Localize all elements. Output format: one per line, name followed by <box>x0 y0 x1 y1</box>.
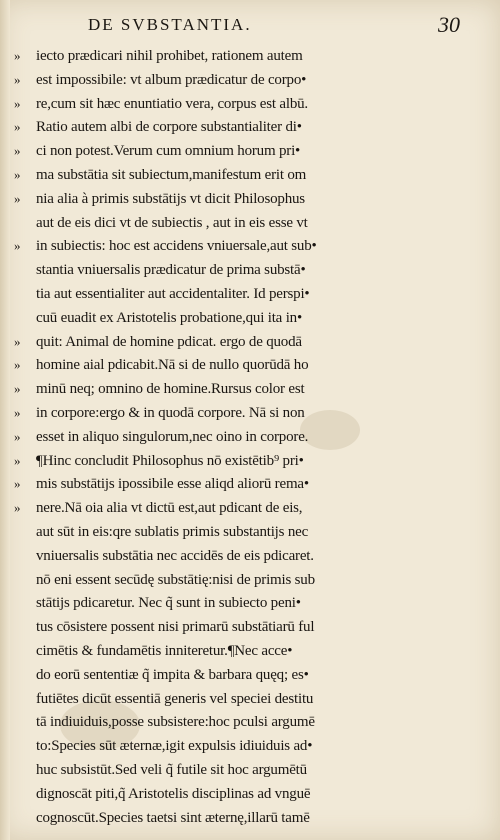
line-text: vniuersalis substātia nec accidēs de eis pdicaret. <box>36 547 314 564</box>
quotation-marker: » <box>14 119 21 135</box>
text-line <box>14 381 466 405</box>
quotation-marker: » <box>14 333 21 349</box>
text-block <box>14 48 466 833</box>
text-line <box>14 572 466 596</box>
text-line <box>14 286 466 310</box>
text-line <box>14 595 466 619</box>
quotation-marker: » <box>14 428 21 444</box>
text-line <box>14 786 466 810</box>
line-text: minū neq; omnino de homine.Rursus color est <box>36 381 305 398</box>
line-text: Ratio autem albi de corpore substantialiter di• <box>36 119 302 136</box>
quotation-marker: » <box>14 238 21 254</box>
line-text: nia alia à primis substātijs vt dicit Philosophus <box>36 190 305 207</box>
line-text: mis substātijs ipossibile esse aliqd aliorū rema• <box>36 476 309 493</box>
text-line <box>14 357 466 381</box>
line-text: cimētis & fundamētis inniteretur.¶Nec acce• <box>36 642 293 659</box>
line-text: tus cōsistere possent nisi primarū substātiarū ful <box>36 619 315 636</box>
text-line <box>14 310 466 334</box>
quotation-marker: » <box>14 48 21 63</box>
text-line <box>14 215 466 239</box>
text-line <box>14 643 466 667</box>
running-head <box>88 8 460 42</box>
line-text: in corpore:ergo & in quodā corpore. Nā si non <box>36 404 305 421</box>
line-text: to:Species sūt æternæ,igit expulsis idiuiduis ad• <box>36 738 313 755</box>
line-text: quit: Animal de homine pdicat. ergo de quodā <box>36 333 302 350</box>
quotation-marker: » <box>14 190 21 206</box>
running-title: DE SVBSTANTIA. <box>88 15 252 34</box>
quotation-marker: » <box>14 166 21 182</box>
text-line <box>14 453 466 477</box>
line-text: dignoscāt piti,q̃ Aristotelis disciplinas ad vnguē <box>36 785 311 802</box>
text-line <box>14 143 466 167</box>
text-line <box>14 167 466 191</box>
line-text: stātijs pdicaretur. Nec q̃ sunt in subiecto peni• <box>36 595 301 612</box>
line-text: cuū euadit ex Aristotelis probatione,qui ita in• <box>36 309 303 326</box>
line-text: est impossibile: vt album prædicatur de corpo• <box>36 71 307 88</box>
line-text: re,cum sit hæc enuntiatio vera, corpus est albū. <box>36 95 308 112</box>
line-text: ci non potest.Verum cum omnium horum pri• <box>36 143 301 160</box>
quotation-marker: » <box>14 143 21 159</box>
line-text: homine aial pdicabit.Nā si de nullo quorūdā ho <box>36 357 309 374</box>
text-line <box>14 691 466 715</box>
text-line <box>14 48 466 72</box>
text-line <box>14 191 466 215</box>
quotation-marker: » <box>14 95 21 111</box>
line-text: do eorū sententiæ q̃ impita & barbara quęq; es• <box>36 666 309 683</box>
line-text: in subiectis: hoc est accidens vniuersale,aut sub• <box>36 238 317 255</box>
line-text: aut sūt in eis:qre sublatis primis substantijs nec <box>36 523 309 540</box>
line-text: tā indiuiduis,posse subsistere:hoc pculsi argumē <box>36 714 315 731</box>
quotation-marker: » <box>14 381 21 397</box>
text-line <box>14 548 466 572</box>
line-text: huc subsistūt.Sed veli q̃ futile sit hoc argumētū <box>36 761 307 778</box>
page-number: 30 <box>438 12 460 37</box>
text-line <box>14 667 466 691</box>
quotation-marker: » <box>14 404 21 420</box>
line-text: nere.Nā oia alia vt dictū est,aut pdicant de eis, <box>36 500 303 517</box>
quotation-marker: » <box>14 452 21 468</box>
line-text: nō eni essent secūdę substātię:nisi de primis sub <box>36 571 315 588</box>
text-line <box>14 476 466 500</box>
page-gutter-edge <box>0 0 10 840</box>
line-text: aut de eis dici vt de subiectis , aut in eis esse vt <box>36 214 308 231</box>
text-line <box>14 334 466 358</box>
text-line <box>14 810 466 834</box>
quotation-marker: » <box>14 500 21 516</box>
text-line <box>14 738 466 762</box>
text-line <box>14 96 466 120</box>
line-text: cognoscūt.Species taetsi sint æternę,illarū tamē <box>36 809 310 826</box>
text-line <box>14 238 466 262</box>
text-line <box>14 119 466 143</box>
text-line <box>14 405 466 429</box>
line-text: tia aut essentialiter aut accidentaliter. Id perspi• <box>36 285 310 302</box>
quotation-marker: » <box>14 476 21 492</box>
text-line <box>14 72 466 96</box>
text-line <box>14 500 466 524</box>
text-line <box>14 524 466 548</box>
text-line <box>14 714 466 738</box>
text-line <box>14 762 466 786</box>
line-text: futiētes dicūt essentiā generis vel speciei destitu <box>36 690 314 707</box>
text-line <box>14 619 466 643</box>
line-text: stantia vniuersalis prædicatur de prima substā• <box>36 262 306 279</box>
line-text: ¶Hinc concludit Philosophus nō existētib⁹ pri• <box>36 452 304 469</box>
line-text: esset in aliquo singulorum,nec oino in corpore. <box>36 428 309 445</box>
quotation-marker: » <box>14 357 21 373</box>
text-line <box>14 262 466 286</box>
quotation-marker: » <box>14 71 21 87</box>
line-text: ma substātia sit subiectum,manifestum erit om <box>36 166 307 183</box>
text-line <box>14 429 466 453</box>
line-text: iecto prædicari nihil prohibet, rationem autem <box>36 48 303 64</box>
